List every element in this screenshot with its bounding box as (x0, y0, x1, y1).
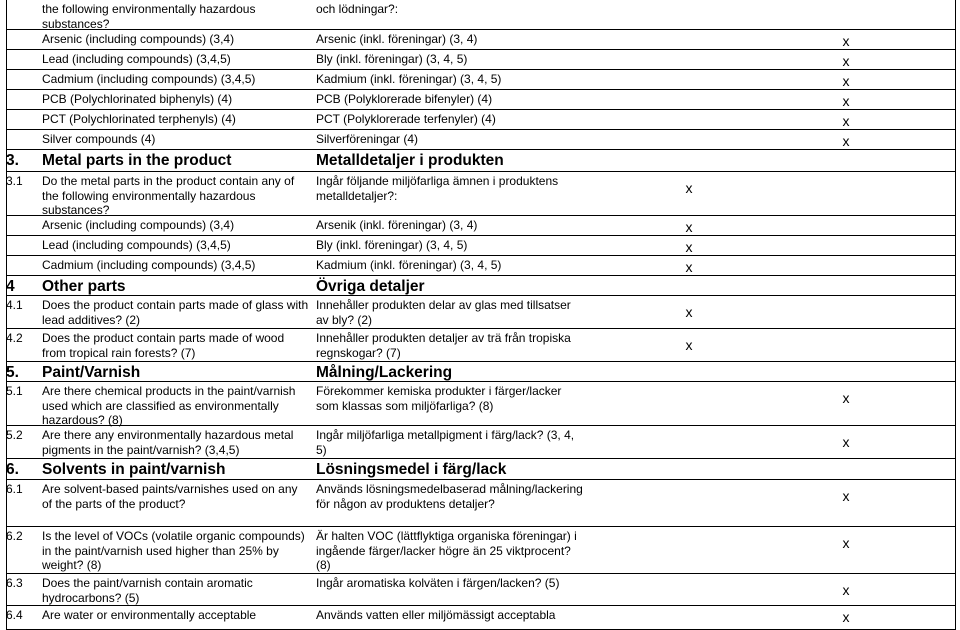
english-text: Silver compounds (4) (42, 132, 156, 146)
english-text: Arsenic (including compounds) (3,4) (42, 218, 235, 232)
item-number: 5.2 (6, 428, 23, 442)
table-row (6, 30, 956, 50)
english-text: Does the product contain parts made of wood from tropical rain forests? (7) (42, 331, 285, 360)
swedish-text: Är halten VOC (lättflyktiga organiska föreningar) i ingående färger/lacker högre än 25 viktprocent? (8) (316, 529, 577, 572)
check-mark: x (842, 582, 850, 598)
swedish-text: Kadmium (inkl. föreningar) (3, 4, 5) (316, 72, 502, 86)
check-mark: x (842, 53, 850, 69)
swedish-text: Innehåller produkten delar av glas med tillsatser av bly? (2) (316, 298, 571, 327)
table-row (6, 70, 956, 90)
english-text: Are there chemical products in the paint/varnish used which are classified as environmentally hazardous? (8) (42, 384, 296, 427)
english-text: Arsenic (including compounds) (3,4) (42, 32, 235, 46)
table-row (6, 236, 956, 256)
table-row (6, 216, 956, 236)
check-mark: x (842, 488, 850, 504)
check-mark: x (842, 390, 850, 406)
table-row (6, 110, 956, 130)
item-number: 6.2 (6, 529, 23, 543)
english-text: PCB (Polychlorinated biphenyls) (4) (42, 92, 233, 106)
section-heading-row (6, 459, 956, 480)
check-mark: x (685, 239, 693, 255)
check-mark: x (685, 337, 693, 353)
document-page (6, 0, 956, 630)
swedish-text: Förekommer kemiska produkter i färger/lacker som klassas som miljöfarliga? (8) (316, 384, 562, 413)
english-text: Other parts (42, 278, 126, 295)
item-number: 3.1 (6, 174, 23, 188)
swedish-text: Övriga detaljer (316, 278, 425, 295)
check-mark: x (842, 535, 850, 551)
swedish-text: Arsenik (inkl. föreningar) (3, 4) (316, 218, 478, 232)
english-text: Does the product contain parts made of glass with lead additives? (2) (42, 298, 309, 327)
item-number: 6.4 (6, 608, 23, 622)
swedish-text: Målning/Lackering (316, 364, 453, 381)
check-mark: x (842, 434, 850, 450)
item-number: 5.1 (6, 384, 23, 398)
swedish-text: Kadmium (inkl. föreningar) (3, 4, 5) (316, 258, 502, 272)
swedish-text: Ingår följande miljöfarliga ämnen i produktens metalldetaljer?: (316, 174, 559, 203)
table-row (6, 172, 956, 216)
table-row (6, 574, 956, 606)
swedish-text: Arsenic (inkl. föreningar) (3, 4) (316, 32, 478, 46)
english-text: Are solvent-based paints/varnishes used on any of the parts of the product? (42, 482, 298, 511)
check-mark: x (842, 73, 850, 89)
check-mark: x (685, 219, 693, 235)
english-text: Cadmium (including compounds) (3,4,5) (42, 258, 256, 272)
check-mark: x (685, 259, 693, 275)
english-text: Do the metal parts in the product contain any of the following environmentally hazardous substances? (42, 174, 295, 217)
item-number: 5. (6, 364, 19, 381)
table-row (6, 0, 956, 30)
section-heading-row (6, 150, 956, 172)
english-text: Are there any environmentally hazardous metal pigments in the paint/varnish? (3,4,5) (42, 428, 294, 457)
table-row (6, 606, 956, 630)
english-text: Is the level of VOCs (volatile organic compounds) in the paint/varnish used higher than 25% by weight? (8) (42, 529, 305, 572)
english-text: PCT (Polychlorinated terphenyls) (4) (42, 112, 236, 126)
section-heading-row (6, 362, 956, 382)
english-text: Solvents in paint/varnish (42, 461, 226, 478)
swedish-text: Bly (inkl. föreningar) (3, 4, 5) (316, 238, 468, 252)
table-row (6, 480, 956, 527)
check-mark: x (842, 133, 850, 149)
english-text: Lead (including compounds) (3,4,5) (42, 238, 231, 252)
check-mark: x (685, 304, 693, 320)
swedish-text: och lödningar?: (316, 2, 399, 16)
swedish-text: Silverföreningar (4) (316, 132, 419, 146)
english-text: Paint/Varnish (42, 364, 141, 381)
swedish-text: PCB (Polyklorerade bifenyler) (4) (316, 92, 493, 106)
swedish-text: PCT (Polyklorerade terfenyler) (4) (316, 112, 496, 126)
english-text: Metal parts in the product (42, 152, 232, 169)
item-number: 3. (6, 152, 19, 169)
table-row (6, 90, 956, 110)
table-row (6, 296, 956, 329)
swedish-text: Metalldetaljer i produkten (316, 152, 504, 169)
item-number: 6.3 (6, 576, 23, 590)
item-number: 4.1 (6, 298, 23, 312)
table-row (6, 382, 956, 426)
english-text: Lead (including compounds) (3,4,5) (42, 52, 231, 66)
table-row (6, 329, 956, 362)
english-text: the following environmentally hazardous substances? (42, 2, 256, 31)
check-mark: x (842, 33, 850, 49)
swedish-text: Lösningsmedel i färg/lack (316, 461, 507, 478)
table-row (6, 426, 956, 459)
section-heading-row (6, 276, 956, 296)
table-row (6, 256, 956, 276)
item-number: 4 (6, 278, 15, 295)
swedish-text: Ingår aromatiska kolväten i färgen/lacken? (5) (316, 576, 560, 590)
english-text: Are water or environmentally acceptable (42, 608, 257, 622)
item-number: 6. (6, 461, 19, 478)
english-text: Cadmium (including compounds) (3,4,5) (42, 72, 256, 86)
swedish-text: Används vatten eller miljömässigt acceptabla (316, 608, 556, 622)
swedish-text: Bly (inkl. föreningar) (3, 4, 5) (316, 52, 468, 66)
check-mark: x (842, 113, 850, 129)
english-text: Does the paint/varnish contain aromatic hydrocarbons? (5) (42, 576, 253, 605)
item-number: 4.2 (6, 331, 23, 345)
table-row (6, 50, 956, 70)
item-number: 6.1 (6, 482, 23, 496)
check-mark: x (685, 180, 693, 196)
table-row (6, 527, 956, 574)
check-mark: x (842, 93, 850, 109)
table-row (6, 130, 956, 150)
check-mark: x (842, 609, 850, 625)
swedish-text: Ingår miljöfarliga metallpigment i färg/lack? (3, 4, 5) (316, 428, 575, 457)
swedish-text: Används lösningsmedelbaserad målning/lackering för någon av produktens detaljer? (316, 482, 583, 511)
swedish-text: Innehåller produkten detaljer av trä från tropiska regnskogar? (7) (316, 331, 571, 360)
